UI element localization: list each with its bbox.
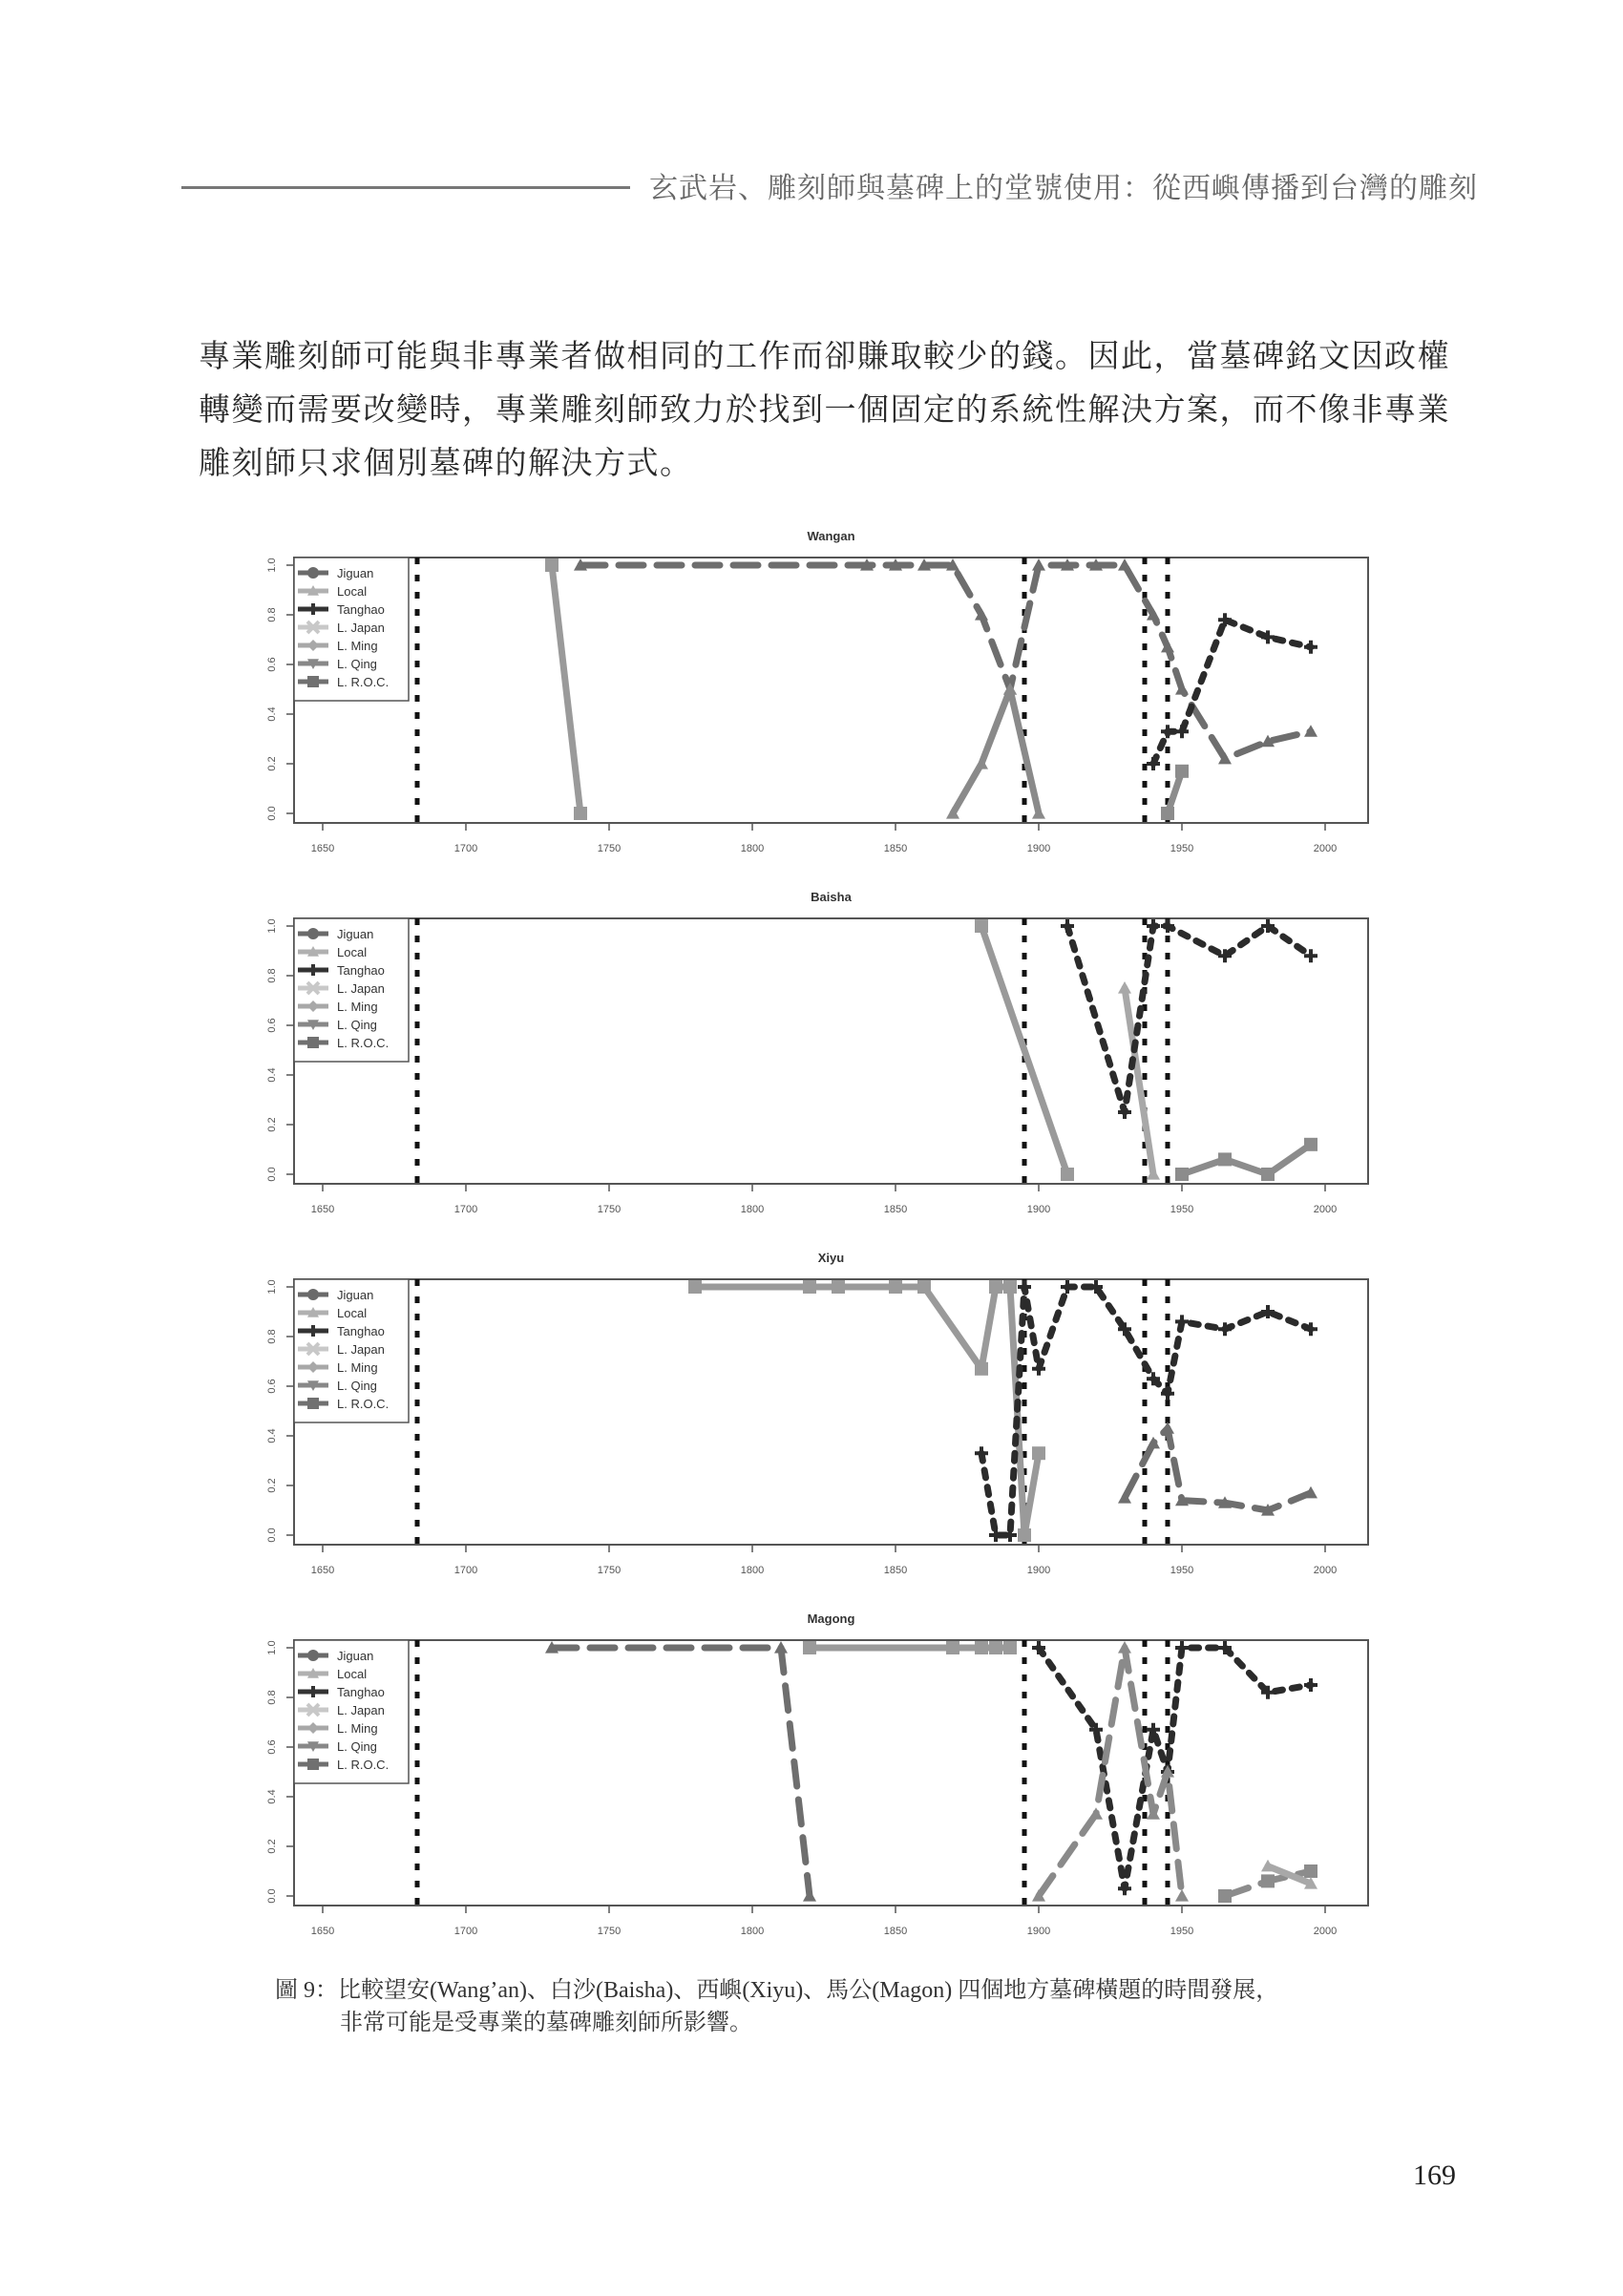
legend-label: Jiguan xyxy=(337,1649,374,1663)
chart-panel-xiyu xyxy=(266,1251,1368,1576)
legend-marker xyxy=(307,928,319,939)
series-line-tanghao xyxy=(1067,926,1311,1112)
legend-label: Tanghao xyxy=(337,602,385,617)
figure-9 xyxy=(243,516,1380,1937)
data-point-l-qing xyxy=(1118,558,1131,571)
chart-legend xyxy=(294,918,409,1062)
data-point-l-ming xyxy=(946,1641,959,1654)
legend-marker xyxy=(307,1289,319,1300)
x-tick-label: 1950 xyxy=(1170,1565,1194,1576)
y-tick-label: 0.4 xyxy=(266,1428,278,1443)
data-point-l-ming xyxy=(975,1362,988,1376)
data-point-tanghao xyxy=(1118,1882,1131,1895)
data-point-l-ming xyxy=(832,1280,845,1294)
x-tick-label: 1850 xyxy=(883,1565,908,1576)
y-tick-label: 0.2 xyxy=(266,1839,278,1854)
data-point-tanghao xyxy=(989,1528,1002,1542)
x-tick-label: 2000 xyxy=(1313,1565,1338,1576)
legend-label: Local xyxy=(337,584,368,599)
data-point-l-r-o-c xyxy=(1261,1168,1275,1181)
data-point-l-qing xyxy=(1032,558,1045,571)
running-title: 玄武岩、雕刻師與墓碑上的堂號使用：從西嶼傳播到台灣的雕刻 xyxy=(649,172,1478,205)
data-point-l-qing xyxy=(1304,725,1317,737)
chart-panel-wangan xyxy=(266,529,1368,854)
paragraph-line: 專業雕刻師可能與非專業者做相同的工作而卻賺取較少的錢。因此，當墓碑銘文因政權 xyxy=(199,337,1450,374)
y-tick-label: 0.6 xyxy=(266,1379,278,1394)
y-tick-label: 0.4 xyxy=(266,1067,278,1083)
x-tick-label: 1650 xyxy=(310,843,335,854)
legend-label: L. Qing xyxy=(337,657,377,671)
series-line-l-ming xyxy=(552,565,580,813)
x-tick-label: 1650 xyxy=(310,1204,335,1215)
data-point-l-ming xyxy=(688,1280,702,1294)
caption-line-2: 非常可能是受專業的墓碑雕刻師所影響。 xyxy=(340,2011,752,2035)
data-point-tanghao xyxy=(1175,1641,1189,1654)
x-tick-label: 2000 xyxy=(1313,1204,1338,1215)
plot-frame xyxy=(294,1640,1368,1906)
y-tick-label: 1.0 xyxy=(266,1640,278,1655)
legend-label: L. Ming xyxy=(337,1000,378,1014)
series-line-l-ming xyxy=(695,1287,1039,1535)
data-point-l-r-o-c xyxy=(1218,1152,1232,1166)
data-point-l-ming xyxy=(803,1280,816,1294)
data-point-l-r-o-c xyxy=(1218,1889,1232,1903)
x-tick-label: 2000 xyxy=(1313,1926,1338,1937)
y-tick-label: 0.8 xyxy=(266,1329,278,1344)
x-tick-label: 1700 xyxy=(453,1926,478,1937)
data-point-tanghao xyxy=(1304,1678,1317,1692)
y-tick-label: 0.4 xyxy=(266,706,278,722)
x-tick-label: 1900 xyxy=(1026,1565,1051,1576)
body-paragraph xyxy=(199,329,1473,490)
x-tick-label: 2000 xyxy=(1313,843,1338,854)
legend-label: L. R.O.C. xyxy=(337,1758,390,1772)
header-rule xyxy=(181,186,630,189)
legend-label: Jiguan xyxy=(337,927,374,941)
plot-frame xyxy=(294,918,1368,1184)
y-tick-label: 0.6 xyxy=(266,1739,278,1755)
legend-label: L. R.O.C. xyxy=(337,675,390,689)
x-tick-label: 1650 xyxy=(310,1926,335,1937)
y-tick-label: 0.0 xyxy=(266,806,278,821)
plot-frame xyxy=(294,558,1368,823)
legend-label: L. Qing xyxy=(337,1018,377,1032)
series-line-l-ming xyxy=(981,926,1067,1174)
y-tick-label: 1.0 xyxy=(266,918,278,934)
series-line-l-r-o-c xyxy=(1182,1145,1311,1174)
y-tick-label: 0.2 xyxy=(266,1117,278,1132)
x-tick-label: 1850 xyxy=(883,1204,908,1215)
data-point-l-ming xyxy=(975,1641,988,1654)
legend-label: Local xyxy=(337,945,368,959)
x-tick-label: 1750 xyxy=(597,1926,622,1937)
series-line-l-qing xyxy=(580,565,1311,759)
data-point-tanghao xyxy=(1003,1528,1017,1542)
data-point-l-ming xyxy=(1032,1446,1045,1460)
y-tick-label: 0.4 xyxy=(266,1789,278,1804)
x-tick-label: 1750 xyxy=(597,843,622,854)
y-tick-label: 0.0 xyxy=(266,1527,278,1543)
legend-marker xyxy=(307,1759,319,1770)
legend-marker xyxy=(307,1398,319,1409)
x-tick-label: 1750 xyxy=(597,1204,622,1215)
y-tick-label: 0.6 xyxy=(266,657,278,672)
data-point-l-qing xyxy=(1147,1437,1160,1449)
chart-title: Magong xyxy=(807,1611,855,1626)
data-point-l-ming xyxy=(989,1280,1002,1294)
data-point-l-r-o-c xyxy=(1175,1168,1189,1181)
x-tick-label: 1950 xyxy=(1170,1926,1194,1937)
x-tick-label: 1800 xyxy=(740,843,765,854)
legend-marker xyxy=(307,1650,319,1661)
data-point-l-ming xyxy=(917,1280,931,1294)
x-tick-label: 1800 xyxy=(740,1204,765,1215)
data-point-l-qing xyxy=(774,1641,788,1654)
data-point-tanghao xyxy=(1304,641,1317,654)
series-line-l-qing xyxy=(552,1648,810,1896)
chart-legend xyxy=(294,1640,409,1783)
data-point-l-japan xyxy=(1175,1889,1189,1902)
legend-label: L. Qing xyxy=(337,1379,377,1393)
x-tick-label: 1750 xyxy=(597,1565,622,1576)
legend-label: L. Qing xyxy=(337,1739,377,1754)
legend-label: Tanghao xyxy=(337,963,385,978)
legend-label: L. Ming xyxy=(337,1360,378,1375)
data-point-l-ming xyxy=(803,1641,816,1654)
data-point-tanghao xyxy=(1147,919,1160,933)
figure-caption xyxy=(275,1974,1421,2039)
x-tick-label: 1850 xyxy=(883,843,908,854)
chart-panel-magong xyxy=(266,1611,1368,1937)
data-point-tanghao xyxy=(1161,725,1174,738)
chart-title: Xiyu xyxy=(817,1251,845,1265)
y-tick-label: 0.8 xyxy=(266,1690,278,1705)
data-point-l-japan xyxy=(1032,807,1045,819)
data-point-l-r-o-c xyxy=(1161,807,1174,820)
legend-label: Jiguan xyxy=(337,566,374,580)
legend-label: L. Japan xyxy=(337,621,385,635)
legend-label: L. Ming xyxy=(337,639,378,653)
y-tick-label: 1.0 xyxy=(266,558,278,573)
x-tick-label: 1800 xyxy=(740,1565,765,1576)
x-tick-label: 1700 xyxy=(453,1204,478,1215)
data-point-l-r-o-c xyxy=(1175,765,1189,778)
series-line-l-japan xyxy=(953,689,1039,813)
y-tick-label: 0.0 xyxy=(266,1167,278,1182)
data-point-tanghao xyxy=(1018,1280,1031,1294)
legend-label: L. Japan xyxy=(337,981,385,996)
data-point-l-ming xyxy=(975,919,988,933)
legend-marker xyxy=(307,567,319,579)
legend-marker xyxy=(307,1037,319,1048)
legend-label: Jiguan xyxy=(337,1288,374,1302)
chart-panels xyxy=(243,516,1380,1937)
legend-label: Tanghao xyxy=(337,1324,385,1338)
data-point-l-r-o-c xyxy=(1304,1864,1317,1878)
legend-label: Local xyxy=(337,1306,368,1320)
x-tick-label: 1800 xyxy=(740,1926,765,1937)
data-point-l-ming xyxy=(545,558,559,572)
data-point-l-ming xyxy=(1003,1280,1017,1294)
legend-label: L. Japan xyxy=(337,1703,385,1717)
data-point-l-r-o-c xyxy=(1261,1874,1275,1887)
data-point-l-qing xyxy=(803,1889,816,1902)
legend-label: L. R.O.C. xyxy=(337,1397,390,1411)
data-point-l-ming xyxy=(1018,1528,1031,1542)
legend-label: L. R.O.C. xyxy=(337,1036,390,1050)
data-point-l-japan xyxy=(1089,1807,1103,1820)
legend-marker xyxy=(307,676,319,687)
y-tick-label: 0.2 xyxy=(266,756,278,771)
chart-legend xyxy=(294,558,409,701)
data-point-l-r-o-c xyxy=(1304,1138,1317,1151)
series-line-tanghao xyxy=(1039,1648,1311,1888)
data-point-l-japan xyxy=(1118,1641,1131,1654)
chart-panel-baisha xyxy=(266,890,1368,1215)
data-point-l-ming xyxy=(989,1641,1002,1654)
chart-legend xyxy=(294,1279,409,1422)
data-point-tanghao xyxy=(1175,1315,1189,1328)
legend-label: L. Ming xyxy=(337,1721,378,1736)
data-point-tanghao xyxy=(1061,1280,1074,1294)
y-tick-label: 0.8 xyxy=(266,607,278,622)
legend-label: Tanghao xyxy=(337,1685,385,1699)
data-point-l-ming xyxy=(574,807,587,820)
x-tick-label: 1900 xyxy=(1026,1204,1051,1215)
data-point-l-qing xyxy=(1161,1422,1174,1434)
y-tick-label: 0.0 xyxy=(266,1888,278,1904)
data-point-tanghao xyxy=(975,1446,988,1460)
plot-frame xyxy=(294,1279,1368,1545)
x-tick-label: 1650 xyxy=(310,1565,335,1576)
chart-title: Wangan xyxy=(807,529,855,543)
y-tick-label: 0.6 xyxy=(266,1018,278,1033)
data-point-local xyxy=(1118,981,1131,994)
page-number: 169 xyxy=(1413,2159,1456,2191)
x-tick-label: 1900 xyxy=(1026,843,1051,854)
y-tick-label: 0.2 xyxy=(266,1478,278,1493)
caption-line-1: 圖 9：比較望安(Wang’an)、白沙(Baisha)、西嶼(Xiyu)、馬公(Magon) 四個地方墓碑橫題的時間發展， xyxy=(275,1978,1279,2003)
x-tick-label: 1950 xyxy=(1170,1204,1194,1215)
data-point-l-ming xyxy=(1003,1641,1017,1654)
chart-title: Baisha xyxy=(811,890,852,904)
data-point-l-ming xyxy=(1061,1168,1074,1181)
data-point-local xyxy=(1147,1168,1160,1180)
legend-label: L. Japan xyxy=(337,1342,385,1357)
series-line-l-japan xyxy=(1039,1648,1182,1896)
legend-label: Local xyxy=(337,1667,368,1681)
y-tick-label: 1.0 xyxy=(266,1279,278,1295)
y-tick-label: 0.8 xyxy=(266,968,278,983)
x-tick-label: 1700 xyxy=(453,1565,478,1576)
data-point-l-ming xyxy=(889,1280,902,1294)
x-tick-label: 1950 xyxy=(1170,843,1194,854)
paragraph-line: 轉變而需要改變時，專業雕刻師致力於找到一個固定的系統性解決方案，而不像非專業 xyxy=(199,390,1450,428)
x-tick-label: 1900 xyxy=(1026,1926,1051,1937)
paragraph-line: 雕刻師只求個別墓碑的解決方式。 xyxy=(199,444,693,481)
x-tick-label: 1850 xyxy=(883,1926,908,1937)
x-tick-label: 1700 xyxy=(453,843,478,854)
